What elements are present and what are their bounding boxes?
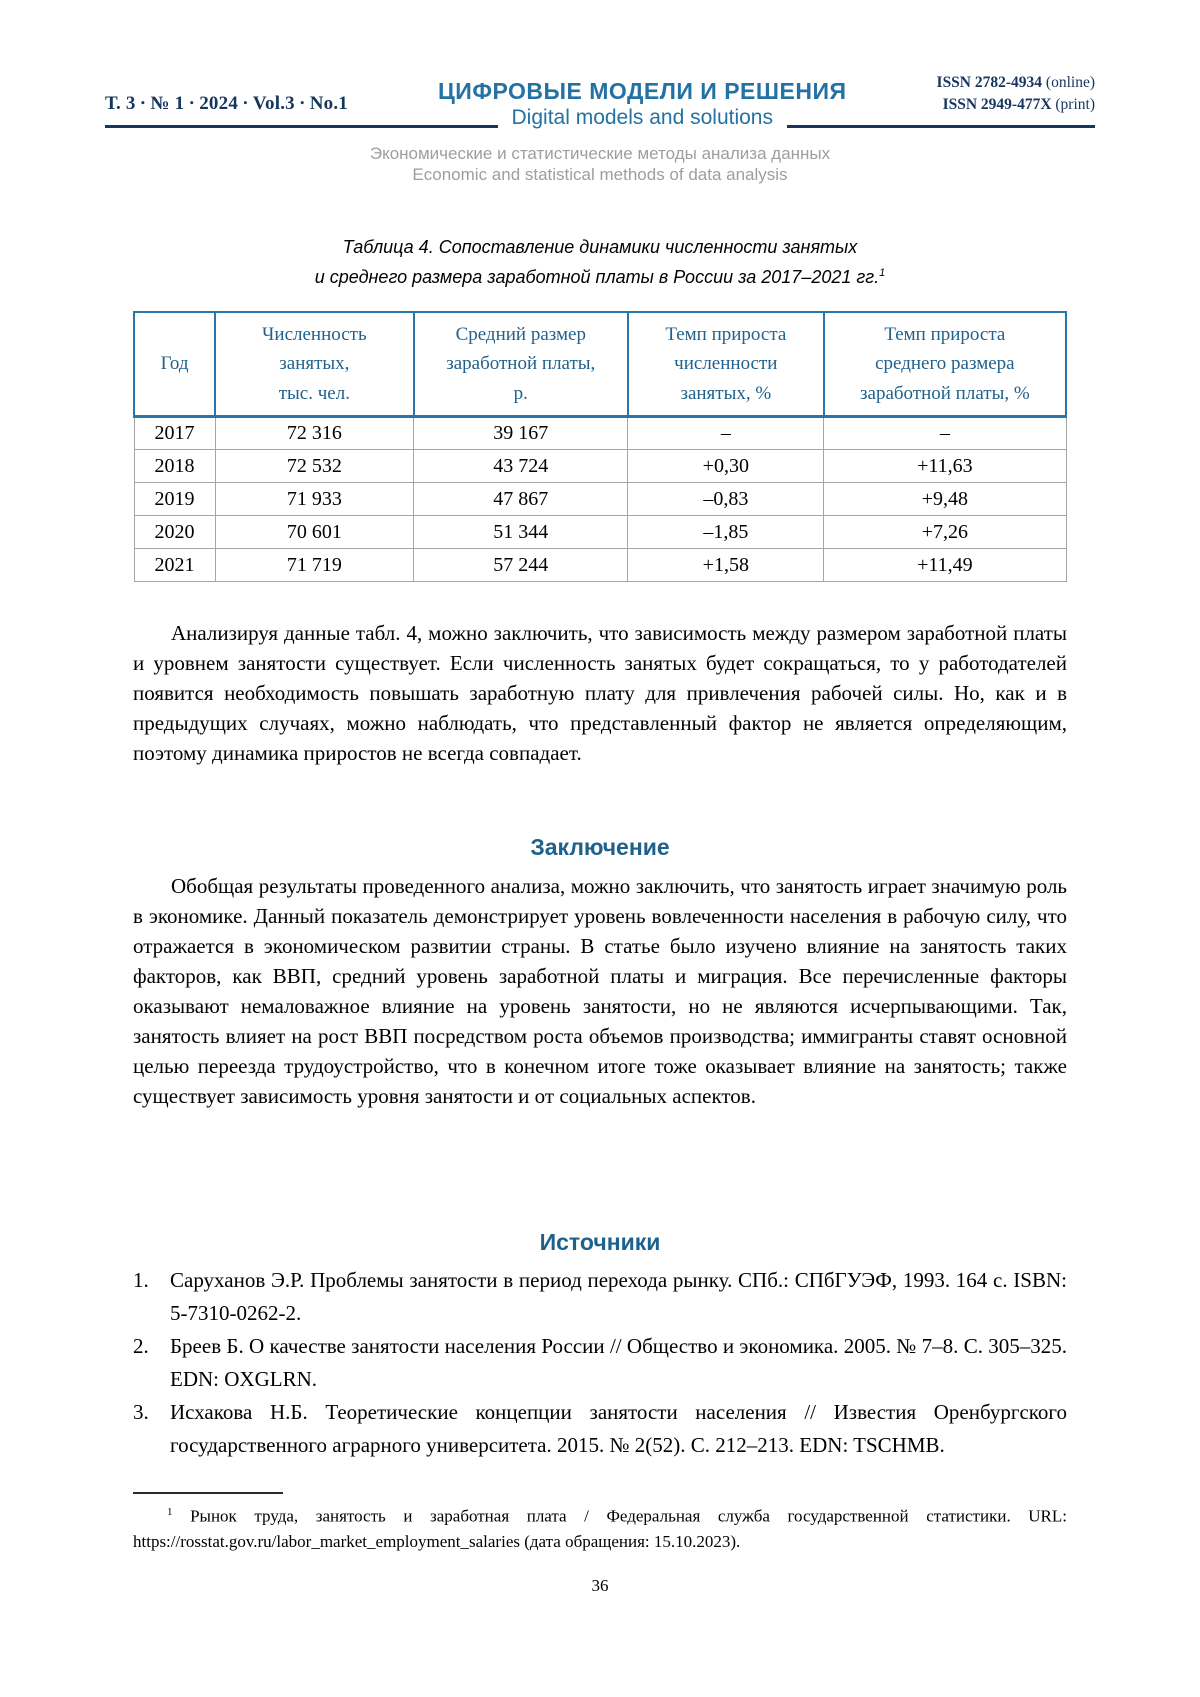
cell-employed: 71 719	[215, 549, 414, 582]
cell-salary: 51 344	[414, 516, 628, 549]
col-header-employed: Численность занятых, тыс. чел.	[215, 312, 414, 417]
table-row	[134, 417, 1066, 450]
footnote	[133, 1500, 1067, 1554]
section-title-en: Economic and statistical methods of data analysis	[412, 165, 788, 185]
sources-heading: Источники	[539, 1229, 661, 1256]
section-header	[133, 143, 1067, 186]
journal-header	[105, 72, 1095, 137]
issue-info: Т. 3 ∙ № 1 ∙ 2024 ∙ Vol.3 ∙ No.1	[105, 92, 348, 114]
cell-salary: 57 244	[414, 549, 628, 582]
cell-salary-growth: +9,48	[824, 483, 1066, 516]
issn-online-number: ISSN 2782-4934	[936, 74, 1043, 91]
page-number: 36	[591, 1575, 609, 1595]
cell-employed-growth: –0,83	[628, 483, 824, 516]
cell-salary: 47 867	[414, 483, 628, 516]
table-header-row	[134, 312, 1066, 417]
reference-text: Саруханов Э.Р. Проблемы занятости в период перехода рынку. СПб.: СПбГУЭФ, 1993. 164 с. ISBN: 5-7310-0262-2.	[170, 1268, 1067, 1326]
cell-employed: 71 933	[215, 483, 414, 516]
cell-salary: 43 724	[414, 450, 628, 483]
cell-employed: 72 532	[215, 450, 414, 483]
cell-employed: 72 316	[215, 417, 414, 450]
table-caption	[133, 233, 1067, 292]
col-header-employed-growth: Темп прироста численности занятых, %	[628, 312, 824, 417]
cell-year: 2021	[134, 549, 215, 582]
reference-item	[133, 1264, 1067, 1330]
cell-salary-growth: +11,49	[824, 549, 1066, 582]
table-row	[134, 450, 1066, 483]
journal-subtitle: Digital models and solutions	[498, 104, 787, 129]
table-row	[134, 516, 1066, 549]
issn-online	[937, 72, 1095, 94]
table-caption-line2: и среднего размера заработной платы в России за 2017–2021 гг.	[314, 267, 880, 288]
reference-item	[133, 1330, 1067, 1396]
col-header-year: Год	[134, 312, 215, 417]
conclusion-paragraph: Обобщая результаты проведенного анализа, можно заключить, что занятость играет значимую роль в экономике. Данный показатель демонстрирует уровень вовлеченности населения в рабочую силу, что отражается в экономическом развитии страны. В статье было изучено влияние на занятость таких факторов, как ВВП, средний уровень заработной платы и миграция. Все перечисленные факторы оказывают немаловажное влияние на уровень занятости, но не являются исчерпывающими. Так, занятость влияет на рост ВВП посредством роста объемов производства; иммигранты ставят основной целью переезда трудоустройство, что в конечном итоге тоже оказывает влияние на занятость; также существует зависимость уровня занятости и от социальных аспектов.	[133, 874, 1067, 1109]
analysis-paragraph: Анализируя данные табл. 4, можно заключить, что зависимость между размером заработной платы и уровнем занятости существует. Если численность занятых будет сокращаться, то у работодателей появится необходимость повышать заработную плату для привлечения рабочей силы. Но, как и в предыдущих случаях, можно наблюдать, что представленный фактор не является определяющим, поэтому динамика приростов не всегда совпадает.	[133, 621, 1067, 766]
issn-online-label: (online)	[1042, 74, 1095, 91]
caption-footnote-mark: 1	[879, 267, 886, 280]
issn-print-label: (print)	[1051, 96, 1095, 114]
cell-year: 2017	[134, 417, 215, 450]
journal-logo	[348, 79, 937, 129]
table-row	[134, 549, 1066, 582]
footnote-separator	[133, 1492, 283, 1494]
issn-print-number: ISSN 2949-477X	[942, 96, 1052, 114]
col-header-salary: Средний размер заработной платы, р.	[414, 312, 628, 417]
cell-year: 2018	[134, 450, 215, 483]
reference-text: Бреев Б. О качестве занятости населения России // Общество и экономика. 2005. № 7–8. С. 305–325. EDN: OXGLRN.	[170, 1334, 1067, 1392]
cell-salary: 39 167	[414, 417, 628, 450]
reference-item	[133, 1396, 1067, 1462]
journal-title: ЦИФРОВЫЕ МОДЕЛИ И РЕШЕНИЯ	[438, 77, 847, 104]
reference-text: Исхакова Н.Б. Теоретические концепции занятости населения // Известия Оренбургского государственного аграрного университета. 2015. № 2(52). С. 212–213. EDN: TSCHMB.	[170, 1400, 1067, 1458]
issn-print	[937, 94, 1095, 116]
table-caption-line1: Таблица 4. Сопоставление динамики численности занятых	[342, 237, 858, 258]
cell-salary-growth: +11,63	[824, 450, 1066, 483]
reference-number: 3.	[133, 1400, 149, 1425]
reference-number: 1.	[133, 1268, 149, 1293]
conclusion-heading: Заключение	[530, 834, 670, 861]
col-header-salary-growth: Темп прироста среднего размера заработной платы, %	[824, 312, 1066, 417]
employment-table	[133, 311, 1067, 582]
cell-employed-growth: –1,85	[628, 516, 824, 549]
cell-salary-growth: +7,26	[824, 516, 1066, 549]
cell-employed-growth: –	[628, 417, 824, 450]
table-row	[134, 483, 1066, 516]
cell-employed: 70 601	[215, 516, 414, 549]
cell-year: 2019	[134, 483, 215, 516]
footnote-text: Рынок труда, занятость и заработная плата / Федеральная служба государственной статистики. URL: https://rosstat.gov.ru/labor_market_employment_salaries (дата обращения: 15.10.2023).	[133, 1506, 1067, 1551]
footnote-mark: 1	[167, 1506, 173, 1519]
issn-block	[937, 72, 1095, 129]
cell-employed-growth: +0,30	[628, 450, 824, 483]
cell-employed-growth: +1,58	[628, 549, 824, 582]
section-title-ru: Экономические и статистические методы анализа данных	[369, 143, 831, 163]
reference-number: 2.	[133, 1334, 149, 1359]
cell-year: 2020	[134, 516, 215, 549]
references-list	[133, 1264, 1067, 1462]
cell-salary-growth: –	[824, 417, 1066, 450]
